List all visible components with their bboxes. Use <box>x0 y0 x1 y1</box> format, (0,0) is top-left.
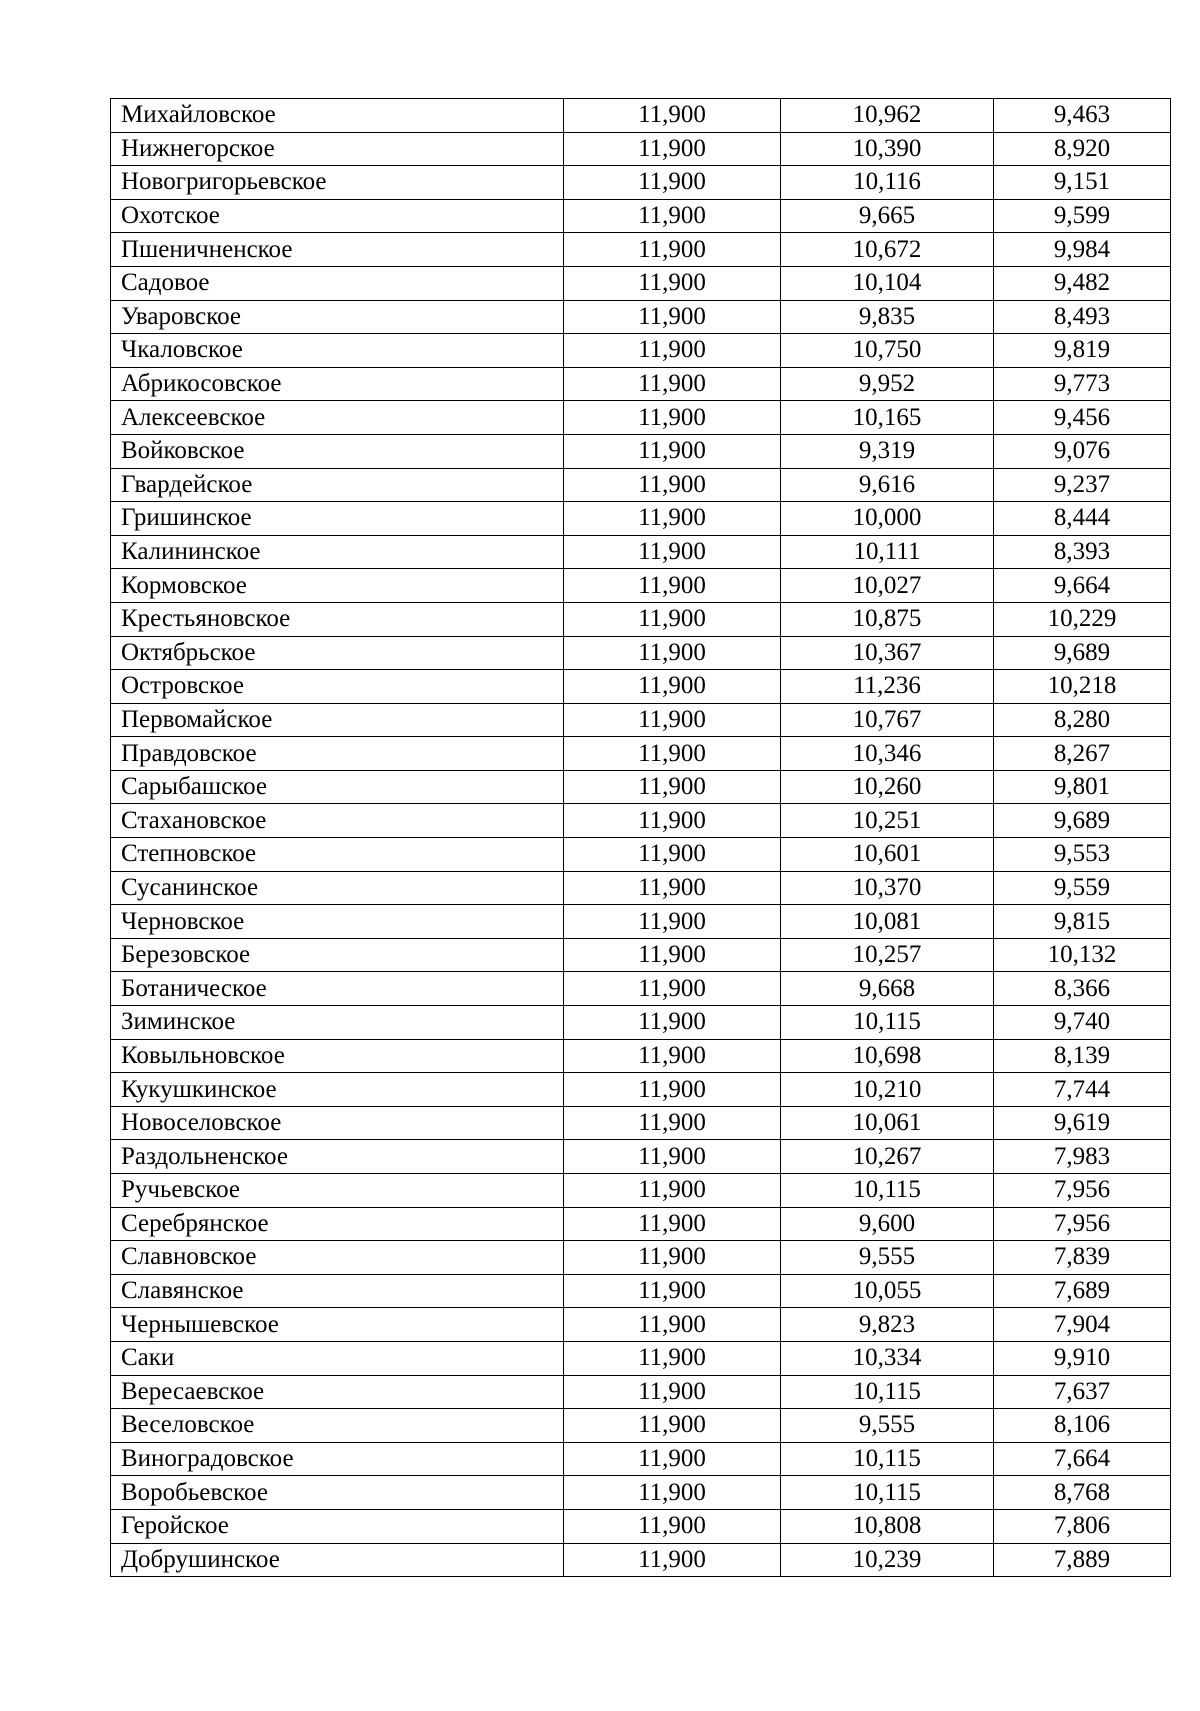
value-cell-1: 11,900 <box>564 1140 781 1174</box>
settlement-name-cell: Михайловское <box>111 99 564 133</box>
value-cell-3: 9,815 <box>994 905 1171 939</box>
table-row <box>111 1106 1171 1140</box>
value-cell-2: 9,952 <box>781 367 994 401</box>
table-row <box>111 502 1171 536</box>
settlement-name-cell: Черновское <box>111 905 564 939</box>
settlement-name-cell: Кормовское <box>111 569 564 603</box>
settlement-name-cell: Правдовское <box>111 737 564 771</box>
table-row <box>111 1207 1171 1241</box>
table-row <box>111 1341 1171 1375</box>
settlement-name-cell: Веселовское <box>111 1409 564 1443</box>
value-cell-3: 9,151 <box>994 166 1171 200</box>
value-cell-3: 8,280 <box>994 703 1171 737</box>
value-cell-3: 8,768 <box>994 1476 1171 1510</box>
value-cell-3: 7,806 <box>994 1509 1171 1543</box>
table-row <box>111 1476 1171 1510</box>
value-cell-2: 10,346 <box>781 737 994 771</box>
value-cell-2: 10,081 <box>781 905 994 939</box>
table-row <box>111 972 1171 1006</box>
settlement-name-cell: Войковское <box>111 434 564 468</box>
value-cell-3: 7,744 <box>994 1073 1171 1107</box>
value-cell-3: 9,740 <box>994 1006 1171 1040</box>
value-cell-1: 11,900 <box>564 1241 781 1275</box>
value-cell-1: 11,900 <box>564 1274 781 1308</box>
value-cell-3: 9,619 <box>994 1106 1171 1140</box>
value-cell-3: 9,553 <box>994 838 1171 872</box>
value-cell-1: 11,900 <box>564 401 781 435</box>
value-cell-3: 7,904 <box>994 1308 1171 1342</box>
settlement-name-cell: Нижнегорское <box>111 132 564 166</box>
value-cell-1: 11,900 <box>564 1442 781 1476</box>
value-cell-2: 10,239 <box>781 1543 994 1577</box>
value-cell-2: 10,260 <box>781 770 994 804</box>
value-cell-3: 9,984 <box>994 233 1171 267</box>
value-cell-3: 7,889 <box>994 1543 1171 1577</box>
settlement-name-cell: Сарыбашское <box>111 770 564 804</box>
value-cell-1: 11,900 <box>564 569 781 603</box>
settlement-name-cell: Охотское <box>111 199 564 233</box>
settlement-name-cell: Степновское <box>111 838 564 872</box>
value-cell-1: 11,900 <box>564 1106 781 1140</box>
settlement-name-cell: Воробьевское <box>111 1476 564 1510</box>
settlement-name-cell: Гришинское <box>111 502 564 536</box>
settlement-name-cell: Октябрьское <box>111 636 564 670</box>
value-cell-3: 8,493 <box>994 300 1171 334</box>
value-cell-1: 11,900 <box>564 300 781 334</box>
value-cell-1: 11,900 <box>564 1409 781 1443</box>
value-cell-1: 11,900 <box>564 804 781 838</box>
value-cell-3: 9,237 <box>994 468 1171 502</box>
value-cell-2: 10,027 <box>781 569 994 603</box>
value-cell-3: 9,773 <box>994 367 1171 401</box>
value-cell-3: 10,229 <box>994 602 1171 636</box>
value-cell-2: 10,390 <box>781 132 994 166</box>
settlement-name-cell: Геройское <box>111 1509 564 1543</box>
table-row <box>111 132 1171 166</box>
value-cell-3: 9,910 <box>994 1341 1171 1375</box>
value-cell-2: 10,767 <box>781 703 994 737</box>
settlement-name-cell: Новоселовское <box>111 1106 564 1140</box>
value-cell-1: 11,900 <box>564 703 781 737</box>
value-cell-1: 11,900 <box>564 1308 781 1342</box>
value-cell-1: 11,900 <box>564 838 781 872</box>
value-cell-3: 9,664 <box>994 569 1171 603</box>
settlement-name-cell: Чкаловское <box>111 334 564 368</box>
table-row <box>111 334 1171 368</box>
table-row <box>111 703 1171 737</box>
table-row <box>111 266 1171 300</box>
value-cell-2: 10,698 <box>781 1039 994 1073</box>
value-cell-2: 10,116 <box>781 166 994 200</box>
value-cell-3: 9,559 <box>994 871 1171 905</box>
value-cell-2: 10,962 <box>781 99 994 133</box>
table-row <box>111 838 1171 872</box>
table-row <box>111 199 1171 233</box>
value-cell-3: 9,819 <box>994 334 1171 368</box>
value-cell-1: 11,900 <box>564 1207 781 1241</box>
settlement-name-cell: Серебрянское <box>111 1207 564 1241</box>
value-cell-1: 11,900 <box>564 1476 781 1510</box>
value-cell-3: 9,076 <box>994 434 1171 468</box>
value-cell-2: 10,115 <box>781 1006 994 1040</box>
value-cell-1: 11,900 <box>564 99 781 133</box>
value-cell-3: 9,689 <box>994 804 1171 838</box>
value-cell-3: 7,637 <box>994 1375 1171 1409</box>
settlement-name-cell: Абрикосовское <box>111 367 564 401</box>
value-cell-1: 11,900 <box>564 636 781 670</box>
value-cell-1: 11,900 <box>564 502 781 536</box>
settlement-name-cell: Островское <box>111 670 564 704</box>
value-cell-3: 8,393 <box>994 535 1171 569</box>
value-cell-2: 10,334 <box>781 1341 994 1375</box>
value-cell-2: 10,055 <box>781 1274 994 1308</box>
table-row <box>111 1509 1171 1543</box>
value-cell-1: 11,900 <box>564 468 781 502</box>
value-cell-1: 11,900 <box>564 1375 781 1409</box>
table-row <box>111 670 1171 704</box>
value-cell-1: 11,900 <box>564 199 781 233</box>
value-cell-1: 11,900 <box>564 1039 781 1073</box>
value-cell-2: 9,823 <box>781 1308 994 1342</box>
value-cell-2: 10,115 <box>781 1375 994 1409</box>
table-row <box>111 770 1171 804</box>
value-cell-1: 11,900 <box>564 535 781 569</box>
value-cell-2: 10,257 <box>781 938 994 972</box>
value-cell-2: 9,665 <box>781 199 994 233</box>
settlement-name-cell: Виноградовское <box>111 1442 564 1476</box>
value-cell-1: 11,900 <box>564 367 781 401</box>
value-cell-3: 7,956 <box>994 1207 1171 1241</box>
table-row <box>111 1073 1171 1107</box>
value-cell-3: 7,664 <box>994 1442 1171 1476</box>
value-cell-3: 7,983 <box>994 1140 1171 1174</box>
value-cell-2: 9,835 <box>781 300 994 334</box>
value-cell-1: 11,900 <box>564 233 781 267</box>
settlement-name-cell: Чернышевское <box>111 1308 564 1342</box>
table-row <box>111 938 1171 972</box>
table-row <box>111 166 1171 200</box>
table-row <box>111 905 1171 939</box>
settlement-name-cell: Славянское <box>111 1274 564 1308</box>
value-cell-2: 9,555 <box>781 1241 994 1275</box>
value-cell-3: 10,132 <box>994 938 1171 972</box>
value-cell-3: 8,139 <box>994 1039 1171 1073</box>
table-row <box>111 1442 1171 1476</box>
value-cell-3: 8,106 <box>994 1409 1171 1443</box>
value-cell-2: 10,104 <box>781 266 994 300</box>
table-row <box>111 99 1171 133</box>
settlement-name-cell: Зиминское <box>111 1006 564 1040</box>
value-cell-2: 10,061 <box>781 1106 994 1140</box>
value-cell-3: 10,218 <box>994 670 1171 704</box>
value-cell-2: 10,808 <box>781 1509 994 1543</box>
value-cell-2: 9,668 <box>781 972 994 1006</box>
table-body <box>111 99 1171 1577</box>
table-row <box>111 233 1171 267</box>
value-cell-1: 11,900 <box>564 1073 781 1107</box>
table-row <box>111 1174 1171 1208</box>
table-row <box>111 804 1171 838</box>
value-cell-2: 10,115 <box>781 1174 994 1208</box>
table-row <box>111 1006 1171 1040</box>
table-row <box>111 1543 1171 1577</box>
value-cell-2: 9,616 <box>781 468 994 502</box>
settlement-name-cell: Стахановское <box>111 804 564 838</box>
value-cell-3: 8,366 <box>994 972 1171 1006</box>
settlement-name-cell: Березовское <box>111 938 564 972</box>
value-cell-3: 9,456 <box>994 401 1171 435</box>
value-cell-1: 11,900 <box>564 1509 781 1543</box>
value-cell-3: 9,689 <box>994 636 1171 670</box>
value-cell-1: 11,900 <box>564 132 781 166</box>
settlement-name-cell: Сусанинское <box>111 871 564 905</box>
settlement-name-cell: Уваровское <box>111 300 564 334</box>
table-row <box>111 602 1171 636</box>
value-cell-3: 8,444 <box>994 502 1171 536</box>
value-cell-1: 11,900 <box>564 1006 781 1040</box>
value-cell-1: 11,900 <box>564 737 781 771</box>
value-cell-3: 8,920 <box>994 132 1171 166</box>
value-cell-1: 11,900 <box>564 972 781 1006</box>
value-cell-1: 11,900 <box>564 434 781 468</box>
value-cell-1: 11,900 <box>564 334 781 368</box>
table-row <box>111 468 1171 502</box>
value-cell-2: 10,115 <box>781 1476 994 1510</box>
settlement-name-cell: Калининское <box>111 535 564 569</box>
value-cell-1: 11,900 <box>564 266 781 300</box>
table-row <box>111 636 1171 670</box>
table-row <box>111 1409 1171 1443</box>
value-cell-2: 10,165 <box>781 401 994 435</box>
value-cell-3: 7,839 <box>994 1241 1171 1275</box>
value-cell-3: 9,463 <box>994 99 1171 133</box>
value-cell-2: 11,236 <box>781 670 994 704</box>
value-cell-2: 9,319 <box>781 434 994 468</box>
table-row <box>111 434 1171 468</box>
value-cell-3: 8,267 <box>994 737 1171 771</box>
value-cell-2: 9,555 <box>781 1409 994 1443</box>
value-cell-1: 11,900 <box>564 670 781 704</box>
settlement-name-cell: Раздольненское <box>111 1140 564 1174</box>
settlement-name-cell: Крестьяновское <box>111 602 564 636</box>
value-cell-3: 9,801 <box>994 770 1171 804</box>
value-cell-1: 11,900 <box>564 770 781 804</box>
value-cell-1: 11,900 <box>564 1543 781 1577</box>
settlement-name-cell: Ручьевское <box>111 1174 564 1208</box>
table-row <box>111 1241 1171 1275</box>
table-row <box>111 401 1171 435</box>
settlement-name-cell: Кукушкинское <box>111 1073 564 1107</box>
settlement-name-cell: Алексеевское <box>111 401 564 435</box>
value-cell-2: 10,601 <box>781 838 994 872</box>
value-cell-2: 10,115 <box>781 1442 994 1476</box>
value-cell-2: 10,875 <box>781 602 994 636</box>
value-cell-2: 10,000 <box>781 502 994 536</box>
table-row <box>111 737 1171 771</box>
value-cell-3: 7,956 <box>994 1174 1171 1208</box>
settlement-name-cell: Ботаническое <box>111 972 564 1006</box>
settlement-name-cell: Саки <box>111 1341 564 1375</box>
settlement-name-cell: Пшеничненское <box>111 233 564 267</box>
settlement-name-cell: Ковыльновское <box>111 1039 564 1073</box>
table-row <box>111 1039 1171 1073</box>
table-row <box>111 300 1171 334</box>
table-row <box>111 1375 1171 1409</box>
value-cell-1: 11,900 <box>564 602 781 636</box>
value-cell-2: 10,251 <box>781 804 994 838</box>
value-cell-3: 9,599 <box>994 199 1171 233</box>
value-cell-3: 9,482 <box>994 266 1171 300</box>
data-table <box>110 98 1171 1577</box>
value-cell-2: 10,367 <box>781 636 994 670</box>
value-cell-2: 9,600 <box>781 1207 994 1241</box>
table-row <box>111 1274 1171 1308</box>
table-row <box>111 1308 1171 1342</box>
settlement-name-cell: Первомайское <box>111 703 564 737</box>
value-cell-1: 11,900 <box>564 1341 781 1375</box>
value-cell-1: 11,900 <box>564 938 781 972</box>
value-cell-2: 10,750 <box>781 334 994 368</box>
value-cell-2: 10,210 <box>781 1073 994 1107</box>
table-row <box>111 535 1171 569</box>
table-row <box>111 1140 1171 1174</box>
value-cell-1: 11,900 <box>564 166 781 200</box>
settlement-name-cell: Добрушинское <box>111 1543 564 1577</box>
settlement-name-cell: Вересаевское <box>111 1375 564 1409</box>
value-cell-2: 10,370 <box>781 871 994 905</box>
settlement-name-cell: Садовое <box>111 266 564 300</box>
value-cell-1: 11,900 <box>564 871 781 905</box>
value-cell-1: 11,900 <box>564 1174 781 1208</box>
value-cell-1: 11,900 <box>564 905 781 939</box>
table-row <box>111 569 1171 603</box>
settlement-name-cell: Славновское <box>111 1241 564 1275</box>
value-cell-3: 7,689 <box>994 1274 1171 1308</box>
value-cell-2: 10,111 <box>781 535 994 569</box>
value-cell-2: 10,672 <box>781 233 994 267</box>
settlement-name-cell: Гвардейское <box>111 468 564 502</box>
table-row <box>111 871 1171 905</box>
table-row <box>111 367 1171 401</box>
settlement-name-cell: Новогригорьевское <box>111 166 564 200</box>
value-cell-2: 10,267 <box>781 1140 994 1174</box>
